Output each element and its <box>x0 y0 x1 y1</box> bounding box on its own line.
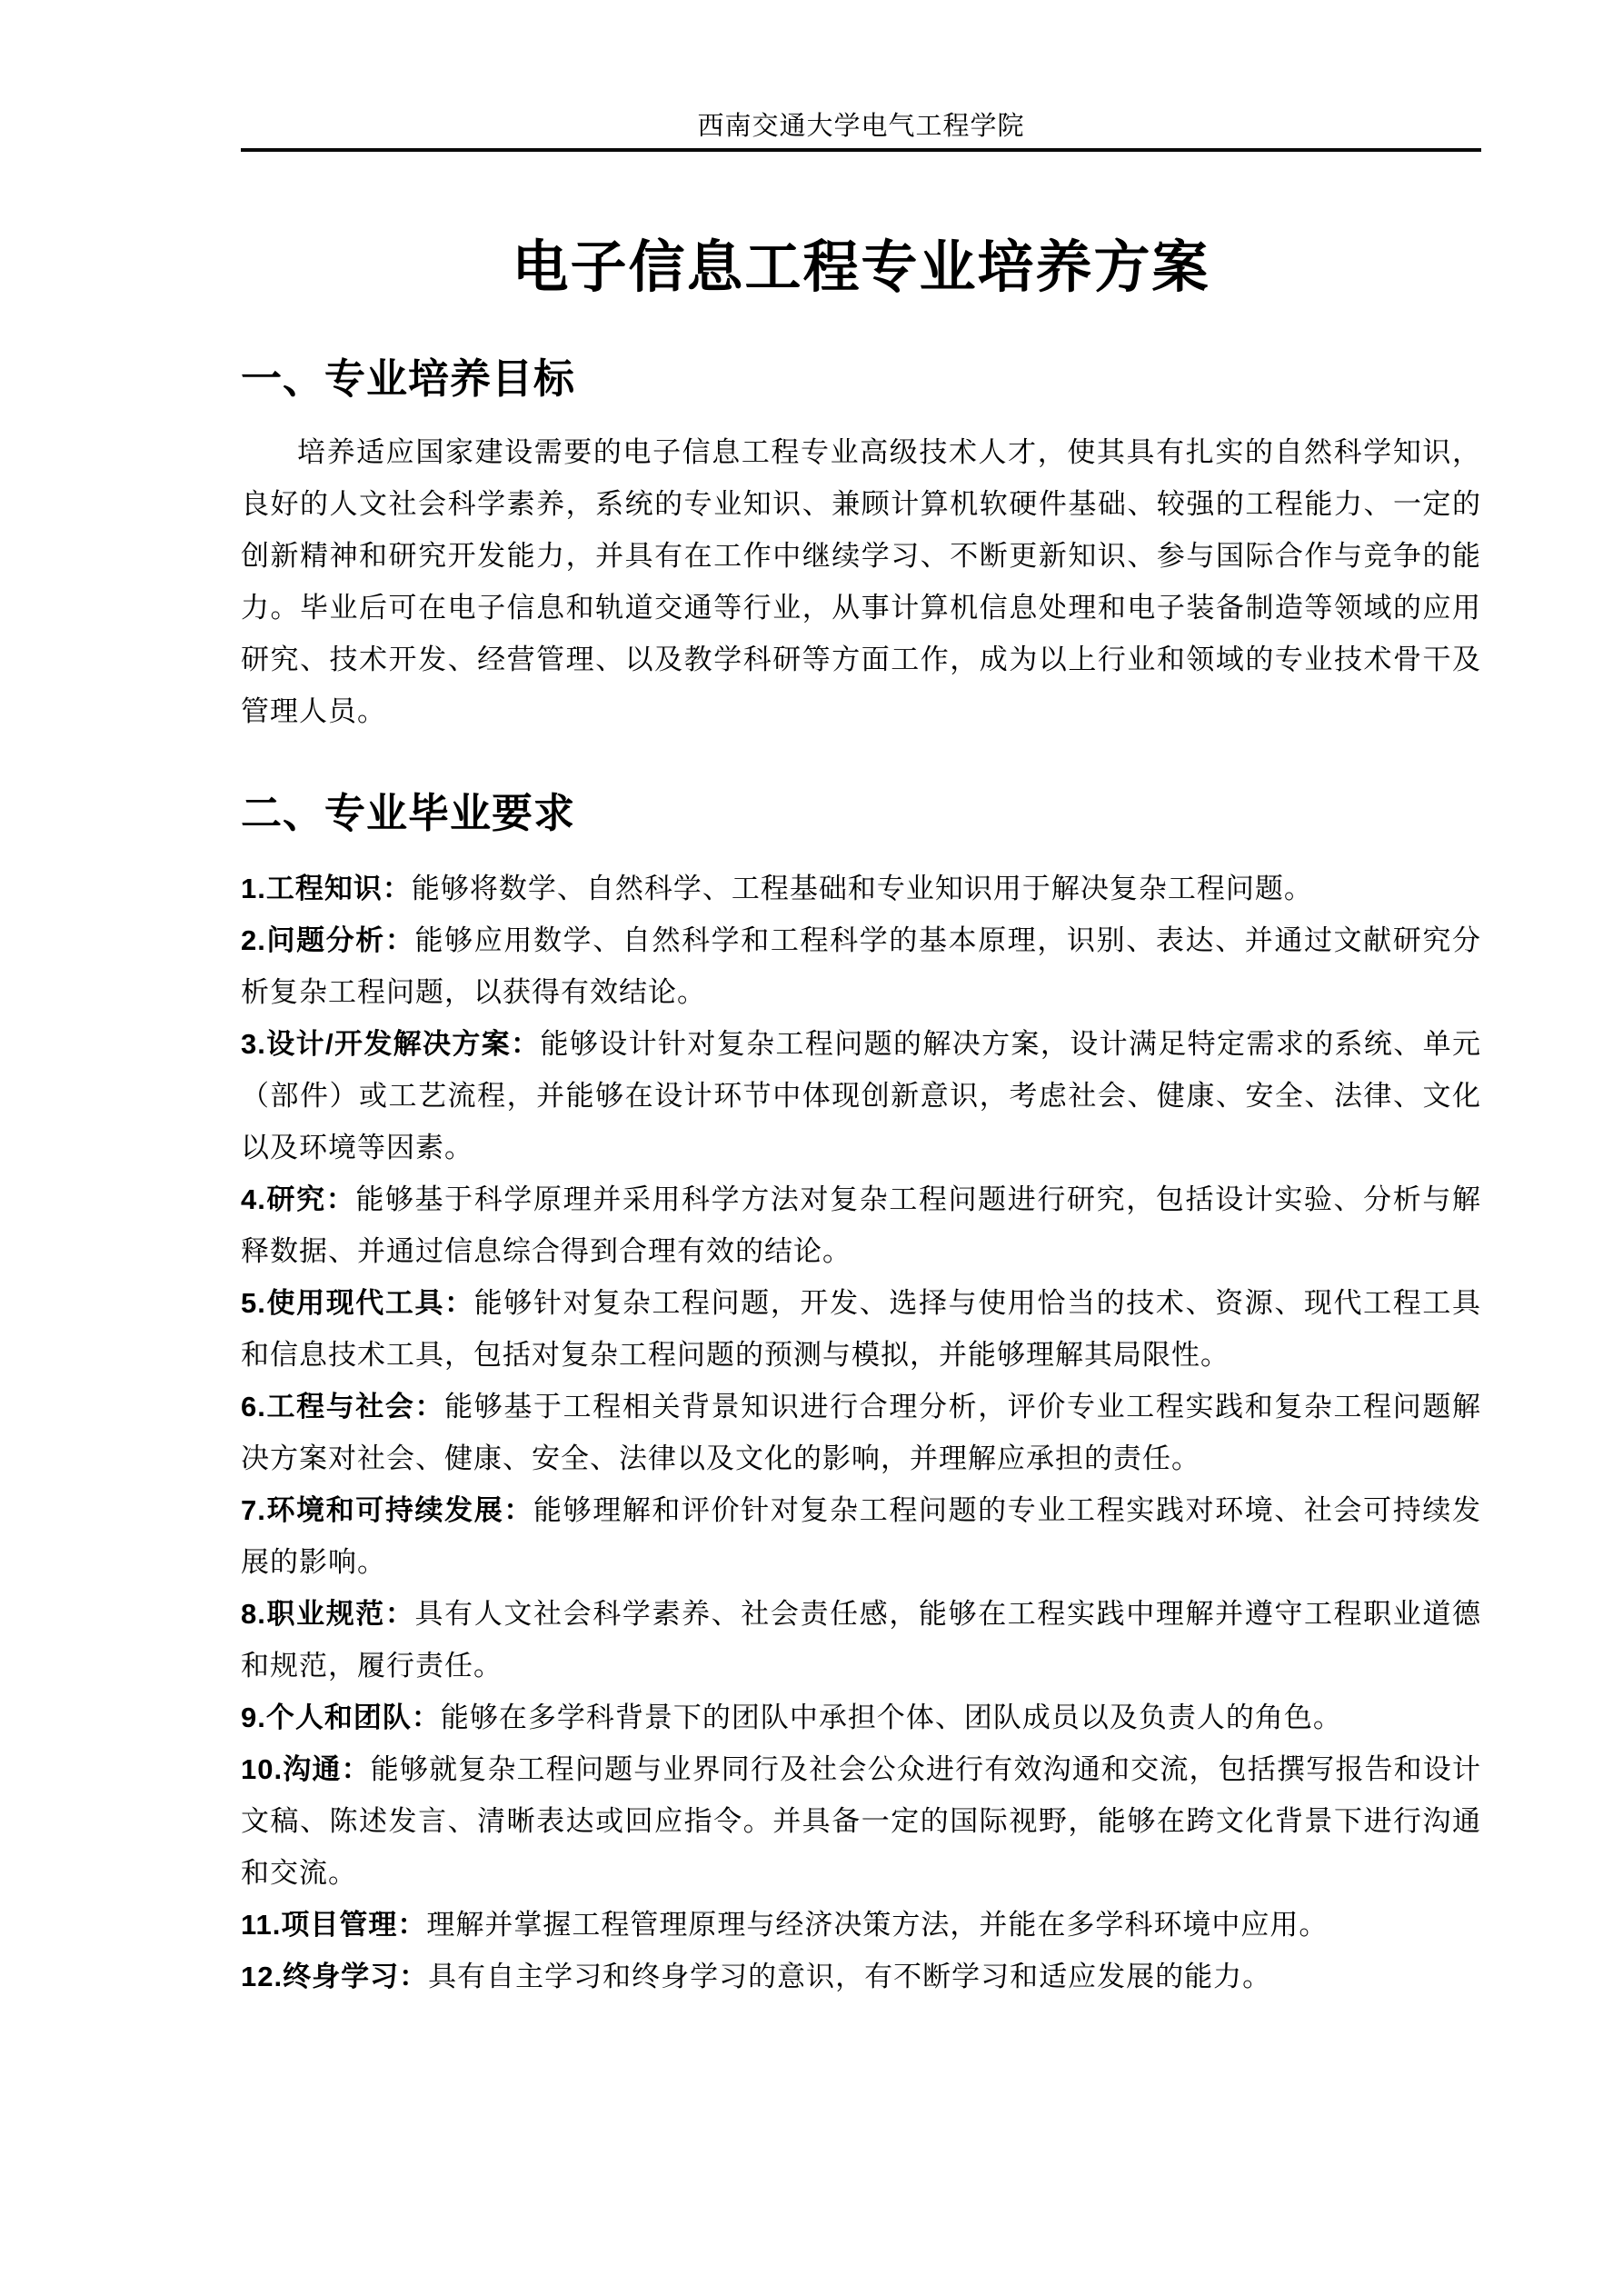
section-1-heading: 一、专业培养目标 <box>241 355 576 402</box>
requirement-item <box>241 1951 1481 2002</box>
requirement-item <box>241 1484 1481 1588</box>
requirement-text: 能够理解和评价针对复杂工程问题的专业工程实践对环境、社会可持续发展的影响。 <box>241 1494 1481 1578</box>
requirement-item <box>241 1173 1481 1277</box>
requirement-label: 8.职业规范： <box>241 1598 415 1630</box>
requirement-text: 能够设计针对复杂工程问题的解决方案，设计满足特定需求的系统、单元（部件）或工艺流程，并能够在设计环节中体现创新意识，考虑社会、健康、安全、法律、文化以及环境等因素。 <box>241 1028 1482 1163</box>
document-content <box>241 0 1481 2002</box>
requirement-text: 能够应用数学、自然科学和工程科学的基本原理，识别、表达、并通过文献研究分析复杂工程问题，以获得有效结论。 <box>241 924 1482 1008</box>
requirement-label: 2.问题分析： <box>241 924 415 956</box>
requirement-item <box>241 914 1481 1018</box>
requirement-item <box>241 1743 1481 1899</box>
requirement-item <box>241 1692 1481 1743</box>
requirement-text: 能够将数学、自然科学、工程基础和专业知识用于解决复杂工程问题。 <box>411 873 1313 904</box>
page-header <box>241 0 1481 152</box>
requirement-text: 具有人文社会科学素养、社会责任感，能够在工程实践中理解并遵守工程职业道德和规范，履行责任。 <box>241 1598 1482 1682</box>
requirement-item <box>241 1018 1481 1173</box>
requirement-text: 能够在多学科背景下的团队中承担个体、团队成员以及负责人的角色。 <box>440 1702 1342 1733</box>
requirement-text: 具有自主学习和终身学习的意识，有不断学习和适应发展的能力。 <box>428 1961 1272 1992</box>
requirement-label: 11.项目管理： <box>241 1909 427 1941</box>
requirement-text: 能够针对复杂工程问题，开发、选择与使用恰当的技术、资源、现代工程工具和信息技术工具，包括对复杂工程问题的预测与模拟，并能够理解其局限性。 <box>241 1287 1481 1371</box>
requirement-text: 能够基于工程相关背景知识进行合理分析，评价专业工程实践和复杂工程问题解决方案对社会、健康、安全、法律以及文化的影响，并理解应承担的责任。 <box>241 1391 1482 1474</box>
requirement-text: 能够就复杂工程问题与业界同行及社会公众进行有效沟通和交流，包括撰写报告和设计文稿、陈述发言、清晰表达或回应指令。并具备一定的国际视野，能够在跨文化背景下进行沟通和交流。 <box>241 1753 1481 1889</box>
requirement-label: 1.工程知识： <box>241 873 412 904</box>
requirement-label: 5.使用现代工具： <box>241 1287 474 1319</box>
requirements-list <box>241 863 1481 2002</box>
requirement-label: 9.个人和团队： <box>241 1702 441 1733</box>
page-title: 电子信息工程专业培养方案 <box>512 236 1210 299</box>
requirement-label: 7.环境和可持续发展： <box>241 1494 533 1526</box>
requirement-label: 12.终身学习： <box>241 1961 429 1992</box>
requirement-text: 理解并掌握工程管理原理与经济决策方法，并能在多学科环境中应用。 <box>426 1909 1329 1941</box>
requirement-item <box>241 1381 1481 1484</box>
requirement-text: 能够基于科学原理并采用科学方法对复杂工程问题进行研究，包括设计实验、分析与解释数据、并通过信息综合得到合理有效的结论。 <box>241 1183 1481 1267</box>
requirement-label: 10.沟通： <box>241 1753 371 1785</box>
section-2-heading: 二、专业毕业要求 <box>241 790 576 836</box>
requirement-label: 4.研究： <box>241 1183 356 1215</box>
requirement-item <box>241 863 1481 914</box>
training-objective-paragraph: 培养适应国家建设需要的电子信息工程专业高级技术人才，使其具有扎实的自然科学知识，良好的人文社会科学素养，系统的专业知识、兼顾计算机软硬件基础、较强的工程能力、一定的创新精神和研究开发能力，并具有在工作中继续学习、不断更新知识、参与国际合作与竞争的能力。毕业后可在电子信息和轨道交通等行业，从事计算机信息处理和电子装备制造等领域的应用研究、技术开发、经营管理、以及教学科研等方面工作，成为以上行业和领域的专业技术骨干及管理人员。 <box>241 436 1481 727</box>
institution-name: 西南交通大学电气工程学院 <box>697 112 1025 141</box>
requirement-item <box>241 1899 1481 1951</box>
requirement-item <box>241 1277 1481 1381</box>
requirement-item <box>241 1588 1481 1692</box>
requirement-label: 6.工程与社会： <box>241 1391 445 1423</box>
requirement-label: 3.设计/开发解决方案： <box>241 1028 541 1060</box>
